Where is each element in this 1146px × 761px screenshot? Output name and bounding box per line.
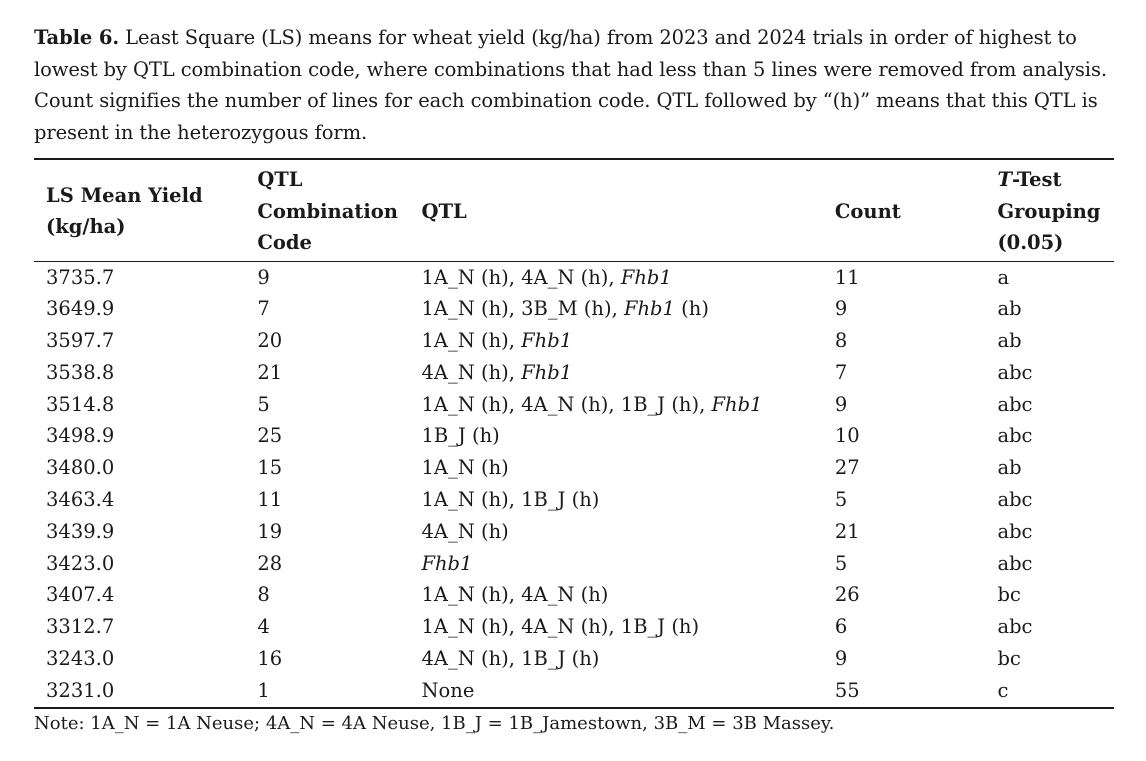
- table-row: [34, 484, 1114, 516]
- cell-combination-code: 9: [257, 265, 270, 289]
- cell-count: 26: [834, 583, 860, 607]
- cell-qtl: [421, 389, 834, 421]
- cell-ls-mean-yield: 3498.9: [46, 424, 115, 448]
- table-row: [34, 420, 1114, 452]
- cell-ttest-grouping: abc: [997, 551, 1033, 575]
- cell-qtl: [421, 484, 834, 516]
- cell-ttest-grouping: abc: [997, 424, 1033, 448]
- cell-ttest-grouping: ab: [997, 297, 1022, 321]
- cell-combination-code: 21: [257, 360, 283, 384]
- cell-ttest-grouping: bc: [997, 583, 1021, 607]
- cell-count: 27: [834, 456, 860, 480]
- cell-ls-mean-yield: 3439.9: [46, 519, 115, 543]
- table-row: [34, 516, 1114, 548]
- cell-qtl: [421, 293, 834, 325]
- cell-ls-mean-yield: 3597.7: [46, 329, 115, 353]
- cell-combination-code: 4: [257, 615, 270, 639]
- cell-qtl: [421, 420, 834, 452]
- header-ttest-grouping: T-Test Grouping (0.05): [997, 168, 1101, 254]
- cell-ttest-grouping: a: [997, 265, 1010, 289]
- qtl-text: 1A_N (h), 3B_M (h),: [421, 297, 624, 321]
- caption-text: Least Square (LS) means for wheat yield (kg/ha) from 2023 and 2024 trials in order of highest to lowest by QTL combination code, where combinations that had less than 5 lines were removed from analysis. Count signifies the number of lines for each combination code. QTL followed by “(h)” means that this QTL is present in the heterozygous form.: [34, 26, 1107, 144]
- header-count: Count: [834, 199, 901, 223]
- fhb1-gene: Fhb1: [623, 297, 675, 321]
- cell-combination-code: 28: [257, 551, 283, 575]
- fhb1-gene: Fhb1: [521, 360, 573, 384]
- cell-ttest-grouping: bc: [997, 647, 1021, 671]
- cell-count: 10: [834, 424, 860, 448]
- cell-count: 5: [834, 551, 848, 575]
- cell-ttest-grouping: abc: [997, 392, 1033, 416]
- cell-count: 9: [834, 392, 848, 416]
- qtl-text: 1A_N (h), 4A_N (h), 1B_J (h),: [421, 392, 712, 416]
- cell-qtl: [421, 325, 834, 357]
- cell-ls-mean-yield: 3649.9: [46, 297, 115, 321]
- cell-ttest-grouping: ab: [997, 456, 1022, 480]
- cell-ls-mean-yield: 3407.4: [46, 583, 115, 607]
- cell-qtl: [421, 261, 834, 293]
- header-ls-mean-yield: LS Mean Yield (kg/ha): [46, 183, 203, 239]
- cell-combination-code: 19: [257, 519, 283, 543]
- table-row: [34, 643, 1114, 675]
- cell-qtl: [421, 611, 834, 643]
- fhb1-gene: Fhb1: [711, 392, 763, 416]
- qtl-text: 1B_J (h): [421, 424, 500, 448]
- cell-combination-code: 7: [257, 297, 270, 321]
- table-row: [34, 389, 1114, 421]
- cell-ls-mean-yield: 3735.7: [46, 265, 115, 289]
- cell-qtl: [421, 579, 834, 611]
- cell-count: 9: [834, 647, 848, 671]
- table-row: [34, 357, 1114, 389]
- cell-qtl: [421, 452, 834, 484]
- cell-ttest-grouping: abc: [997, 488, 1033, 512]
- cell-count: 5: [834, 488, 848, 512]
- cell-combination-code: 1: [257, 678, 270, 702]
- cell-count: 8: [834, 329, 848, 353]
- cell-ttest-grouping: abc: [997, 615, 1033, 639]
- table-note: Note: 1A_N = 1A Neuse; 4A_N = 4A Neuse, 1B_J = 1B_Jamestown, 3B_M = 3B Massey.: [34, 713, 835, 734]
- cell-ttest-grouping: ab: [997, 329, 1022, 353]
- qtl-text: 4A_N (h),: [421, 360, 522, 384]
- cell-qtl: [421, 548, 834, 580]
- table-caption: [34, 22, 1116, 148]
- table-row: [34, 261, 1114, 293]
- cell-ttest-grouping: abc: [997, 360, 1033, 384]
- fhb1-gene: Fhb1: [521, 329, 573, 353]
- qtl-text: 1A_N (h): [421, 456, 509, 480]
- table-row: [34, 452, 1114, 484]
- qtl-text: 4A_N (h): [421, 519, 509, 543]
- cell-count: 55: [834, 678, 860, 702]
- cell-count: 9: [834, 297, 848, 321]
- table-body: [34, 261, 1114, 708]
- cell-ls-mean-yield: 3463.4: [46, 488, 115, 512]
- cell-qtl: [421, 516, 834, 548]
- table-row: [34, 325, 1114, 357]
- qtl-text: 1A_N (h),: [421, 329, 522, 353]
- cell-qtl: [421, 643, 834, 675]
- table-row: [34, 611, 1114, 643]
- cell-ls-mean-yield: 3538.8: [46, 360, 115, 384]
- table-row: [34, 548, 1114, 580]
- cell-ls-mean-yield: 3423.0: [46, 551, 115, 575]
- fhb1-gene: Fhb1: [421, 551, 473, 575]
- header-combination-code: QTL Combination Code: [257, 168, 398, 254]
- cell-combination-code: 25: [257, 424, 283, 448]
- table-label: Table 6.: [34, 26, 120, 49]
- cell-ls-mean-yield: 3231.0: [46, 678, 115, 702]
- fhb1-suffix: (h): [674, 297, 709, 321]
- cell-ttest-grouping: c: [997, 678, 1009, 702]
- qtl-text: 1A_N (h), 4A_N (h),: [421, 265, 621, 289]
- cell-qtl: [421, 357, 834, 389]
- table-row: [34, 579, 1114, 611]
- cell-count: 11: [834, 265, 860, 289]
- cell-ls-mean-yield: 3514.8: [46, 392, 115, 416]
- cell-count: 21: [834, 519, 860, 543]
- yield-table: [34, 158, 1114, 709]
- cell-combination-code: 8: [257, 583, 270, 607]
- header-qtl: QTL: [421, 199, 467, 223]
- qtl-text: 1A_N (h), 1B_J (h): [421, 488, 600, 512]
- cell-combination-code: 5: [257, 392, 270, 416]
- qtl-text: 4A_N (h), 1B_J (h): [421, 647, 600, 671]
- cell-combination-code: 20: [257, 329, 283, 353]
- cell-qtl: [421, 675, 834, 708]
- qtl-text: None: [421, 678, 475, 702]
- cell-combination-code: 16: [257, 647, 283, 671]
- cell-ls-mean-yield: 3480.0: [46, 456, 115, 480]
- cell-ls-mean-yield: 3312.7: [46, 615, 115, 639]
- cell-ttest-grouping: abc: [997, 519, 1033, 543]
- qtl-text: 1A_N (h), 4A_N (h), 1B_J (h): [421, 615, 700, 639]
- cell-ls-mean-yield: 3243.0: [46, 647, 115, 671]
- header-row: [34, 159, 1114, 261]
- cell-count: 6: [834, 615, 848, 639]
- table-header: [34, 159, 1114, 261]
- table-row: [34, 675, 1114, 708]
- table-row: [34, 293, 1114, 325]
- qtl-text: 1A_N (h), 4A_N (h): [421, 583, 609, 607]
- cell-count: 7: [834, 360, 848, 384]
- cell-combination-code: 11: [257, 488, 283, 512]
- cell-combination-code: 15: [257, 456, 283, 480]
- fhb1-gene: Fhb1: [620, 265, 672, 289]
